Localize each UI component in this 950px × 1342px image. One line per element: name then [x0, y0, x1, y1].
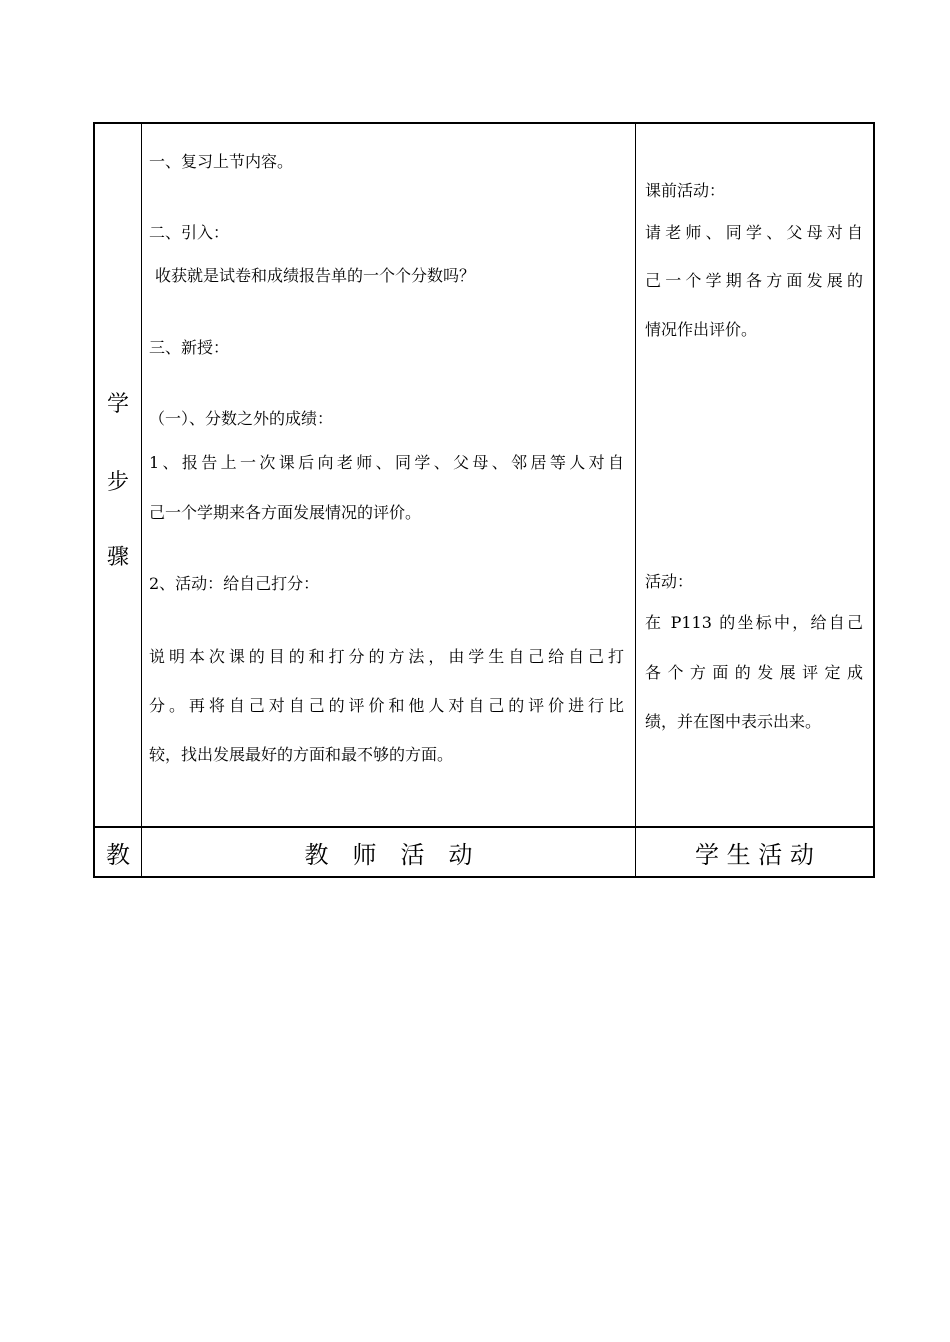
step-label-char-1: 学: [106, 392, 129, 417]
pre-class-line-1: 请老师、同学、父母对自: [645, 223, 863, 242]
pre-class-line-2: 己一个学期各方面发展的: [645, 271, 863, 290]
new-lesson-heading: 三、新授：: [149, 338, 230, 357]
activity-heading: 活动：: [645, 572, 694, 591]
column-divider-right: [635, 124, 636, 876]
section-1-heading: （一）、分数之外的成绩：: [149, 409, 334, 428]
footer-teach-label: 教: [106, 840, 130, 869]
lesson-plan-table: [93, 122, 875, 878]
pre-class-line-3: 情况作出评价。: [645, 320, 758, 339]
step-label-char-2: 步: [106, 470, 129, 495]
explain-line-2: 分。再将自己对自己的评价和他人对自己的评价进行比: [149, 696, 624, 715]
item-1-line-2: 己一个学期来各方面发展情况的评价。: [149, 503, 422, 522]
activity-line-2: 各个方面的发展评定成: [645, 663, 863, 682]
student-activity-header: 学 生 活 动: [695, 840, 814, 869]
pre-class-heading: 课前活动：: [645, 181, 726, 200]
intro-question: 收获就是试卷和成绩报告单的一个个分数吗？: [155, 266, 476, 285]
item-2-heading: 2、活动：给自己打分：: [149, 574, 320, 593]
explain-line-1: 说明本次课的目的和打分的方法，由学生自己给自己打: [149, 647, 624, 666]
item-1-line-1: 1、报告上一次课后向老师、同学、父母、邻居等人对自: [149, 453, 624, 472]
activity-line-1: 在 P113 的坐标中，给自己: [645, 613, 863, 632]
activity-line-3: 绩，并在图中表示出来。: [645, 712, 822, 731]
column-divider-left: [141, 124, 142, 876]
explain-line-3: 较，找出发展最好的方面和最不够的方面。: [149, 745, 454, 764]
intro-heading: 二、引入：: [149, 223, 230, 242]
review-text: 一、复习上节内容。: [149, 152, 294, 171]
teacher-activity-header: 教 师 活 动: [304, 840, 473, 869]
step-label-char-3: 骤: [106, 545, 129, 570]
